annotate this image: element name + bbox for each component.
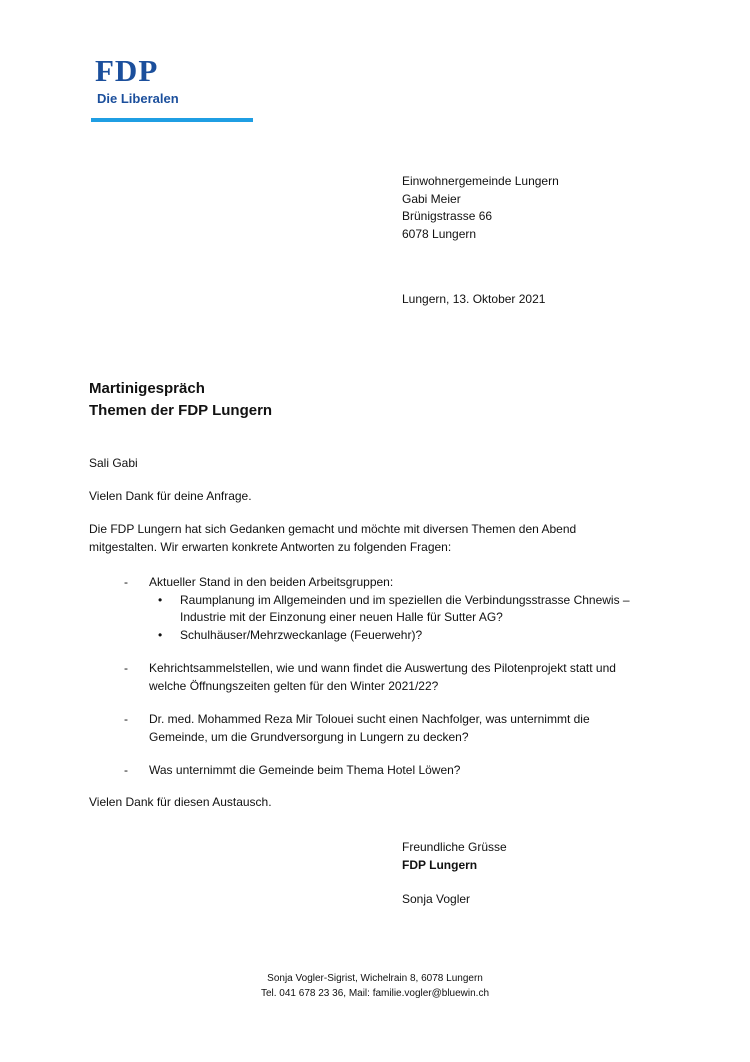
regards-text: Freundliche Grüsse xyxy=(402,840,507,854)
signer-name: Sonja Vogler xyxy=(402,892,471,906)
question-text: Aktueller Stand in den beiden Arbeitsgruppen: xyxy=(149,575,394,589)
sub-item-line: Raumplanung im Allgemeinden und im speziellen die Verbindungsstrasse Chnewis – xyxy=(180,592,630,607)
letter-date: Lungern, 13. Oktober 2021 xyxy=(402,292,546,306)
dash-marker: - xyxy=(124,763,128,777)
list-item xyxy=(124,660,664,695)
intro-paragraph xyxy=(89,521,669,556)
logo-underline xyxy=(91,118,253,122)
question-line: welche Öffnungszeiten gelten für den Winter 2021/22? xyxy=(149,678,439,693)
dash-marker: - xyxy=(124,712,128,726)
list-item xyxy=(124,762,664,780)
letter-subject xyxy=(89,378,272,422)
sender-organization: FDP Lungern xyxy=(402,857,478,872)
recipient-line: 6078 Lungern xyxy=(402,226,477,241)
footer-contact: Tel. 041 678 23 36, Mail: familie.vogler@bluewin.ch xyxy=(260,988,490,999)
recipient-line: Gabi Meier xyxy=(402,191,461,206)
dash-marker: - xyxy=(124,575,128,589)
outro-paragraph: Vielen Dank für diesen Austausch. xyxy=(89,795,272,809)
bullet-dot: • xyxy=(158,627,163,642)
subject-line-1: Martinigespräch xyxy=(89,380,205,397)
footer-address: Sonja Vogler-Sigrist, Wichelrain 8, 6078 Lungern xyxy=(267,973,483,984)
subject-line-2: Themen der FDP Lungern xyxy=(89,402,273,419)
closing-block xyxy=(402,839,507,909)
sub-list-item xyxy=(149,592,664,627)
list-item xyxy=(124,711,664,746)
sub-list xyxy=(149,592,664,645)
logo-wordmark: FDP xyxy=(95,53,159,88)
recipient-address xyxy=(402,173,559,243)
spacer xyxy=(402,874,507,891)
logo-tagline: Die Liberalen xyxy=(97,91,179,106)
sub-item-line: Schulhäuser/Mehrzweckanlage (Feuerwehr)? xyxy=(180,627,423,642)
greeting: Sali Gabi xyxy=(89,456,138,470)
question-line: Gemeinde, um die Grundversorgung in Lungern zu decken? xyxy=(149,729,469,744)
sub-item-line: Industrie mit der Einzonung einer neuen Halle für Sutter AG? xyxy=(180,610,503,624)
question-line: Dr. med. Mohammed Reza Mir Tolouei sucht einen Nachfolger, was unternimmt die xyxy=(149,712,590,726)
intro-line: Die FDP Lungern hat sich Gedanken gemacht und möchte mit diversen Themen den Abend xyxy=(89,522,577,536)
bullet-dot: • xyxy=(158,592,163,607)
question-list xyxy=(124,574,664,796)
list-item xyxy=(124,574,664,644)
recipient-line: Einwohnergemeinde Lungern xyxy=(402,174,559,188)
recipient-line: Brünigstrasse 66 xyxy=(402,209,493,223)
sub-list-item xyxy=(149,627,664,645)
intro-line: mitgestalten. Wir erwarten konkrete Antworten zu folgenden Fragen: xyxy=(89,539,452,554)
question-line: Kehrichtsammelstellen, wie und wann findet die Auswertung des Pilotenprojekt statt und xyxy=(149,661,616,675)
footer xyxy=(0,971,750,1001)
question-text: Was unternimmt die Gemeinde beim Thema Hotel Löwen? xyxy=(149,763,461,777)
dash-marker: - xyxy=(124,661,128,675)
thanks-paragraph: Vielen Dank für deine Anfrage. xyxy=(89,489,252,503)
